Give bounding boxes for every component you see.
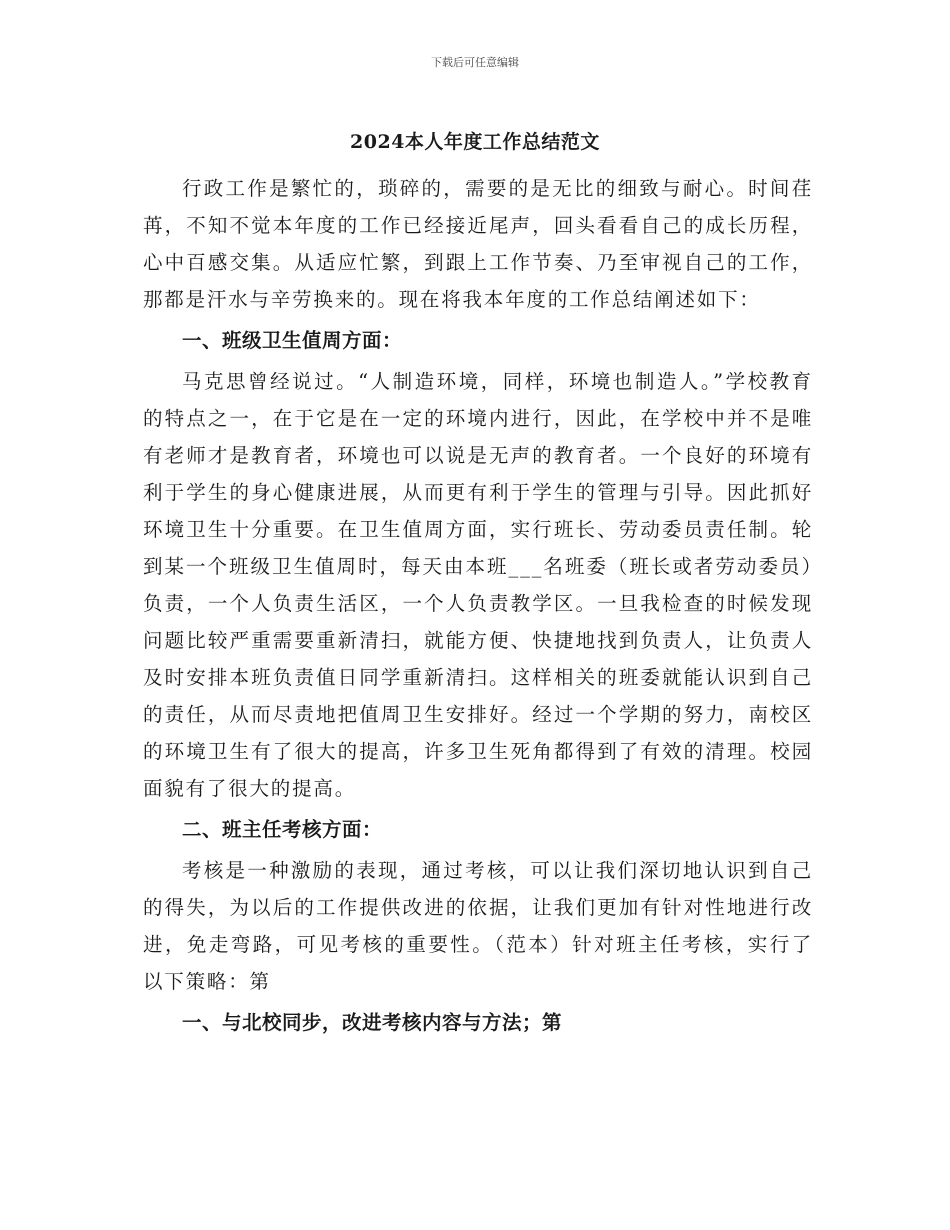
- document-title: 2024本人年度工作总结范文: [350, 131, 600, 153]
- section-heading-assessment: 二、班主任考核方面：: [182, 818, 383, 841]
- document-body: [143, 170, 813, 1041]
- intro-paragraph: 行政工作是繁忙的，琐碎的，需要的是无比的细致与耐心。时间荏苒，不知不觉本年度的工作已经接近尾声，回头看看自己的成长历程，心中百感交集。从适应忙繁，到跟上工作节奏、乃至审视自己的工作，那都是汗水与辛劳换来的。现在将我本年度的工作总结阐述如下：: [143, 177, 813, 311]
- header-note: 下载后可任意编辑: [431, 56, 519, 69]
- assessment-paragraph: 考核是一种激励的表现，通过考核，可以让我们深切地认识到自己的得失，为以后的工作提供改进的依据，让我们更加有针对性地进行改进，免走弯路，可见考核的重要性。（范本）针对班主任考核，实行了以下策略：第: [143, 859, 813, 993]
- section-heading-hygiene: 一、班级卫生值周方面：: [182, 329, 403, 352]
- subsection-heading: 一、与北校同步，改进考核内容与方法；第: [182, 1011, 563, 1034]
- hygiene-paragraph: 马克思曾经说过。“人制造环境，同样，环境也制造人。”学校教育的特点之一，在于它是在一定的环境内进行，因此，在学校中并不是唯有老师才是教育者，环境也可以说是无声的教育者。一个良好的环境有利于学生的身心健康进展，从而更有利于学生的管理与引导。因此抓好环境卫生十分重要。在卫生值周方面，实行班长、劳动委员责任制。轮到某一个班级卫生值周时，每天由本班___名班委（班长或者劳动委员）负责，一个人负责生活区，一个人负责教学区。一旦我检查的时候发现问题比较严重需要重新清扫，就能方便、快捷地找到负责人，让负责人及时安排本班负责值日同学重新清扫。这样相关的班委就能认识到自己的责任，从而尽责地把值周卫生安排好。经过一个学期的努力，南校区的环境卫生有了很大的提高，许多卫生死角都得到了有效的清理。校园面貌有了很大的提高。: [143, 370, 813, 800]
